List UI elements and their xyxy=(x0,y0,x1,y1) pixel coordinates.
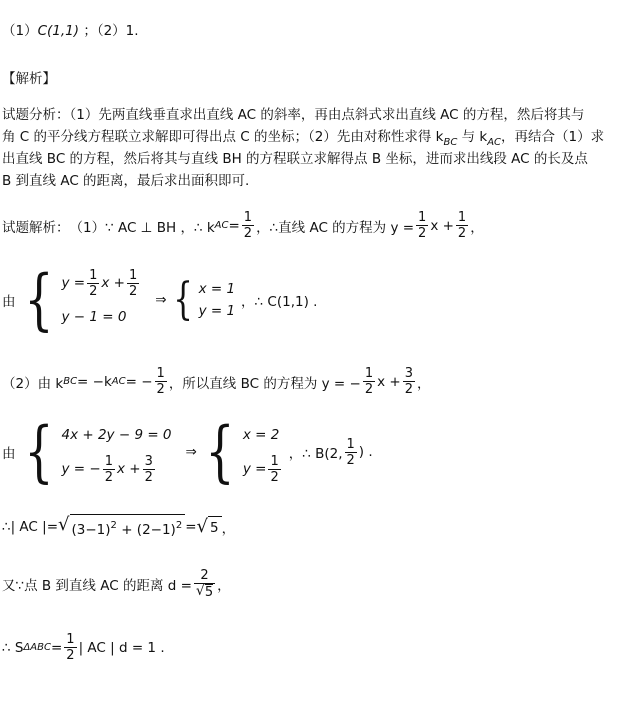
answer-part1-value: C(1,1) xyxy=(37,23,80,39)
frac-num: 1 xyxy=(89,267,98,283)
s1-sub: AC xyxy=(214,220,229,231)
ac-text-b: = xyxy=(185,518,197,535)
analysis-heading: 【解析】 xyxy=(2,71,56,87)
sys1-eq2-text: y − 1 = 0 xyxy=(61,309,127,325)
frac-num: 1 xyxy=(457,210,467,225)
fraction-half xyxy=(416,210,428,241)
ac-text-d: ， xyxy=(221,520,236,537)
sqrt-ac xyxy=(58,514,185,539)
analysis-text-2: 角 C 的平分线方程联立求解即可得出点 C 的坐标；（2）先由对称性求得 k xyxy=(2,129,444,145)
sol1-x xyxy=(199,278,235,300)
left-brace-icon: { xyxy=(205,413,235,490)
sol1-result: ，∴ C(1,1) . xyxy=(241,294,318,310)
sol1-y xyxy=(199,300,235,322)
sol2-result-a: ，∴ B(2, xyxy=(288,446,343,462)
frac-num: 1 xyxy=(346,436,355,452)
solution-step2 xyxy=(2,366,431,397)
frac-den: 2 xyxy=(418,226,427,241)
fraction-three-halves xyxy=(143,454,155,485)
frac-den: 2 xyxy=(104,469,113,485)
s1-text-c: ，∴直线 AC 的方程为 y = xyxy=(256,219,415,236)
left-brace-icon: { xyxy=(23,413,54,490)
answer-part2-value: 1. xyxy=(125,23,139,39)
sol2-x xyxy=(243,418,283,452)
radicand-5: 5 xyxy=(208,516,222,538)
radicand xyxy=(70,514,186,539)
sys1-eq1 xyxy=(62,266,142,300)
radical-icon: √ xyxy=(58,514,70,535)
sys1-eq1-a: y = xyxy=(61,275,86,291)
frac-num: 1 xyxy=(104,453,113,469)
frac-num: 3 xyxy=(144,453,153,469)
sol2-result-b: ) . xyxy=(358,444,373,460)
fraction-half xyxy=(268,454,280,485)
area-text-a: ∴ S xyxy=(2,639,24,656)
sys2-eq2-a: y = − xyxy=(61,461,101,477)
fraction-half xyxy=(103,454,115,485)
s2-text-c: = − xyxy=(125,373,153,390)
fraction-half xyxy=(87,268,99,299)
frac-den: 2 xyxy=(404,382,413,397)
sol2-y-a: y = xyxy=(242,461,267,477)
answer-part2-label: （2） xyxy=(96,23,126,39)
frac-den: 2 xyxy=(156,382,165,397)
s2-text-d: ，所以直线 BC 的方程为 y = − xyxy=(168,375,361,392)
sol1-y-text: y = 1 xyxy=(198,303,236,319)
ac-text-a: ∴| AC |= xyxy=(2,518,59,535)
answer-separator: ； xyxy=(83,23,97,39)
area-sub: ΔABC xyxy=(23,642,51,653)
sys2-eq1 xyxy=(62,418,172,452)
sol2-y xyxy=(243,452,283,486)
radicand-b: + (2−1) xyxy=(116,522,176,538)
sys1-eq1-b: x + xyxy=(101,275,125,291)
distance-d xyxy=(2,568,231,600)
s1-text-a: （1）∵ AC ⊥ BH ，∴ k xyxy=(69,219,215,236)
frac-num: 1 xyxy=(243,210,253,225)
fraction-half xyxy=(127,268,139,299)
you-label: 由 xyxy=(2,446,16,462)
left-brace-icon: { xyxy=(172,274,193,325)
frac-den xyxy=(194,583,215,600)
frac-den: 2 xyxy=(457,226,467,241)
fraction-half xyxy=(64,632,76,663)
solution-2-values xyxy=(243,418,283,486)
frac-den: 2 xyxy=(144,469,153,485)
frac-num: 1 xyxy=(156,366,165,381)
sqrt-5-den xyxy=(196,584,213,600)
sys2-eq2 xyxy=(62,452,172,486)
system-1-equations xyxy=(62,266,142,334)
system-2-equations xyxy=(62,418,172,486)
answer-line xyxy=(2,22,139,40)
area xyxy=(2,632,165,663)
square-b: 2 xyxy=(175,520,183,531)
frac-num: 2 xyxy=(200,568,209,583)
analysis-line-4: B 到直线 AC 的距离，最后求出面积即可. xyxy=(2,173,250,189)
sys2-eq2-b: x + xyxy=(116,461,141,477)
analysis-line-1 xyxy=(2,106,584,124)
frac-den: 2 xyxy=(66,648,75,663)
system-2 xyxy=(2,413,373,490)
sys2-eq1-text: 4x + 2y − 9 = 0 xyxy=(61,427,172,443)
area-text-c: | AC | d = 1 . xyxy=(78,639,165,656)
frac-num: 1 xyxy=(364,366,374,381)
frac-num: 3 xyxy=(404,366,413,381)
s1-text-b: = xyxy=(228,217,240,234)
solution-step1 xyxy=(2,210,484,241)
fraction-2-sqrt5 xyxy=(194,568,215,600)
left-brace-icon: { xyxy=(23,261,54,338)
s2-text-e: x + xyxy=(377,373,401,390)
fraction-half xyxy=(155,366,167,397)
solution-1-values xyxy=(199,278,235,322)
radical-icon: √ xyxy=(195,583,205,599)
s1-text-e: ， xyxy=(470,219,484,236)
area-text-b: = xyxy=(50,639,63,656)
implies-icon: ⇒ xyxy=(155,292,167,308)
radicand-5: 5 xyxy=(204,585,214,600)
s2-sub-bc: BC xyxy=(63,376,78,387)
sqrt-5 xyxy=(197,516,222,538)
sys1-eq2 xyxy=(62,300,142,334)
ac-length xyxy=(2,514,235,539)
system-1 xyxy=(2,261,318,338)
radicand-a: (3−1) xyxy=(71,522,111,538)
fraction-half xyxy=(345,437,357,468)
frac-den: 2 xyxy=(243,226,253,241)
sol1-x-text: x = 1 xyxy=(198,281,236,297)
analysis-sub-bc: BC xyxy=(443,137,458,148)
s1-text-d: x + xyxy=(430,217,454,234)
analysis-text-2b: 与 k xyxy=(457,129,488,145)
analysis-label: 试题分析： xyxy=(2,107,70,123)
answer-part1-label: （1） xyxy=(2,23,38,39)
frac-den: 2 xyxy=(364,382,374,397)
frac-den: 2 xyxy=(128,283,138,299)
square-a: 2 xyxy=(110,520,117,531)
s2-text-b: = −k xyxy=(77,373,112,390)
radical-icon: √ xyxy=(196,515,208,537)
solution-label: 试题解析： xyxy=(2,219,70,236)
frac-den: 2 xyxy=(346,452,355,468)
frac-num: 1 xyxy=(66,632,75,647)
sol2-x-text: x = 2 xyxy=(242,427,280,443)
analysis-sub-ac: AC xyxy=(487,137,502,148)
you-label: 由 xyxy=(2,294,16,310)
analysis-text-2c: ，再结合（1）求 xyxy=(501,129,605,145)
frac-den: 2 xyxy=(270,469,279,485)
s2-sub-ac: AC xyxy=(111,376,126,387)
s2-text-a: （2）由 k xyxy=(2,375,64,392)
frac-den: 2 xyxy=(89,283,98,299)
analysis-text-1: （1）先两直线垂直求出直线 AC 的斜率，再由点斜式求出直线 AC 的方程，然后将其与 xyxy=(69,107,585,123)
d-text-b: ， xyxy=(217,578,231,594)
fraction-half xyxy=(242,210,254,241)
implies-icon: ⇒ xyxy=(185,444,197,460)
s2-text-f: ， xyxy=(417,375,431,392)
frac-num: 1 xyxy=(270,453,279,469)
analysis-line-2 xyxy=(2,128,604,152)
fraction-half xyxy=(363,366,375,397)
fraction-half xyxy=(456,210,468,241)
frac-num: 1 xyxy=(128,267,138,283)
fraction-three-halves xyxy=(403,366,415,397)
frac-num: 1 xyxy=(418,210,427,225)
d-text-a: 又∵点 B 到直线 AC 的距离 d = xyxy=(2,578,192,594)
analysis-line-3: 出直线 BC 的方程，然后将其与直线 BH 的方程联立求解得点 B 坐标，进而求出线段 AC 的长及点 xyxy=(2,151,588,167)
